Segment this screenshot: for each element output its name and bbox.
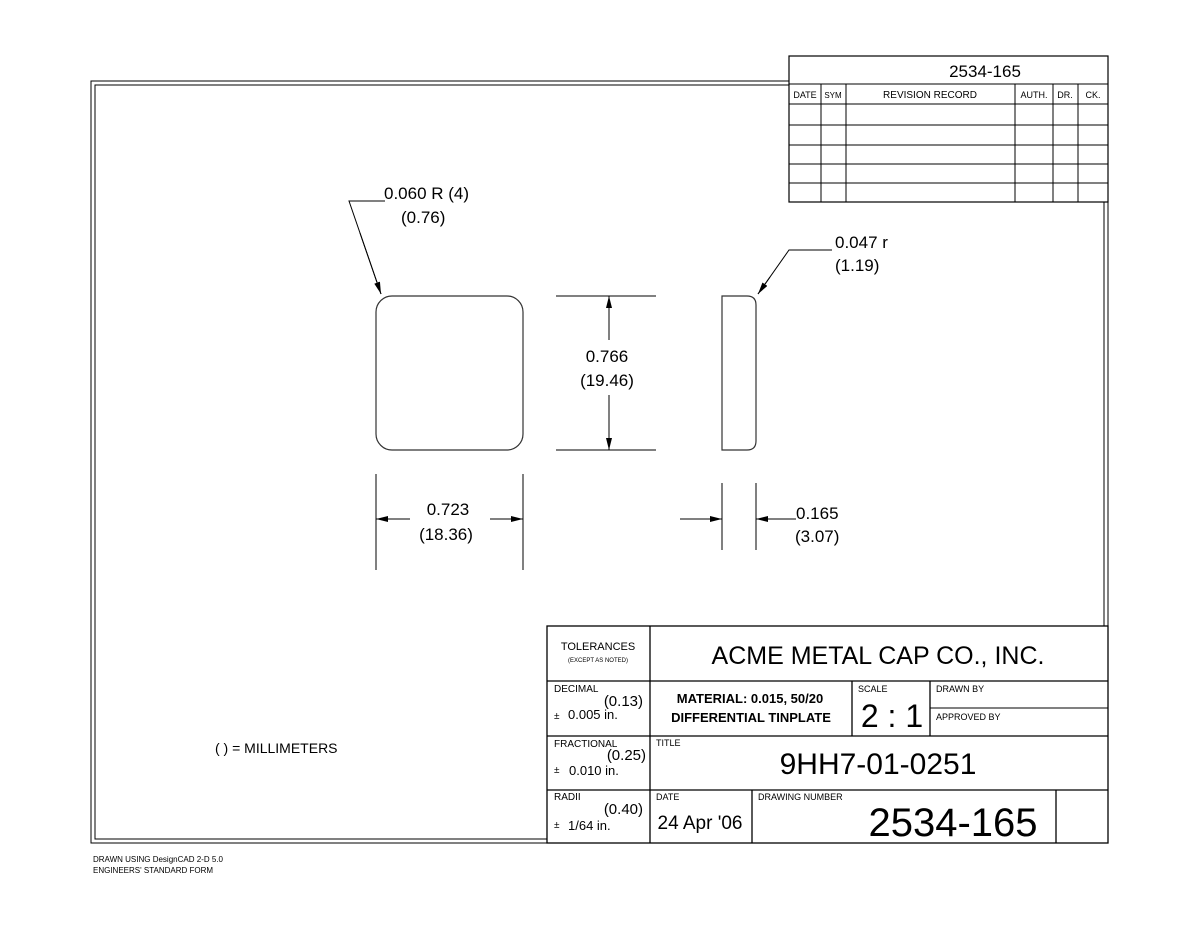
radii-value: 1/64 in. <box>568 818 611 833</box>
edge-radius-callout <box>758 233 888 294</box>
radii-plus-minus: ± <box>554 820 560 831</box>
rev-header-auth: AUTH. <box>1020 90 1048 100</box>
title-label: TITLE <box>656 738 681 748</box>
fractional-value: 0.010 in. <box>569 763 619 778</box>
edge-radius-in: 0.047 r <box>835 233 888 252</box>
width-in: 0.723 <box>426 500 470 519</box>
decimal-value: 0.005 in. <box>568 707 618 722</box>
part-side-view <box>722 296 756 450</box>
title-value: 9HH7-01-0251 <box>779 748 977 781</box>
rev-header-date: DATE <box>793 90 817 100</box>
fractional-label: FRACTIONAL <box>554 739 618 750</box>
fractional-mm: (0.25) <box>606 747 646 764</box>
rev-header-sym: SYM <box>824 91 842 100</box>
height-in: 0.766 <box>585 347 629 366</box>
height-dimension <box>556 296 656 450</box>
millimeters-note: ( ) = MILLIMETERS <box>215 740 338 756</box>
radii-label: RADII <box>554 792 581 803</box>
rev-header-record: REVISION RECORD <box>883 90 977 101</box>
footer-line-1: DRAWN USING DesignCAD 2-D 5.0 <box>93 855 223 864</box>
rev-header-dr: DR. <box>1057 90 1073 100</box>
fractional-plus-minus: ± <box>554 765 560 776</box>
material-line-2: DIFFERENTIAL TINPLATE <box>671 710 831 725</box>
date-value: 24 Apr '06 <box>657 813 743 834</box>
date-label: DATE <box>656 792 680 802</box>
corner-radius-mm: (0.76) <box>401 208 446 227</box>
drawing-number-label: DRAWING NUMBER <box>758 792 843 802</box>
drawn-by-label: DRAWN BY <box>936 684 985 694</box>
tolerances-label: TOLERANCES <box>560 641 636 653</box>
thickness-mm: (3.07) <box>795 527 840 546</box>
thickness-dimension <box>680 483 839 550</box>
thickness-in: 0.165 <box>796 504 839 523</box>
except-as-noted: (EXCEPT AS NOTED) <box>568 658 628 664</box>
edge-radius-mm: (1.19) <box>835 256 880 275</box>
rev-header-ck: CK. <box>1085 90 1101 100</box>
footer-line-2: ENGINEERS' STANDARD FORM <box>93 866 214 875</box>
title-block <box>547 626 1108 845</box>
decimal-label: DECIMAL <box>554 684 599 695</box>
corner-radius-callout <box>349 184 469 294</box>
revision-record-block <box>789 56 1108 202</box>
decimal-plus-minus: ± <box>554 711 560 722</box>
scale-label: SCALE <box>858 684 888 694</box>
drawing-number-value: 2534-165 <box>868 801 1038 845</box>
width-dimension <box>376 474 523 570</box>
approved-by-label: APPROVED BY <box>936 712 1001 722</box>
company-name: ACME METAL CAP CO., INC. <box>711 642 1045 670</box>
revision-drawing-number: 2534-165 <box>949 62 1021 81</box>
height-mm: (19.46) <box>580 371 634 390</box>
radii-mm: (0.40) <box>603 801 643 818</box>
material-line-1: MATERIAL: 0.015, 50/20 <box>676 691 824 706</box>
corner-radius-in: 0.060 R (4) <box>384 184 470 203</box>
scale-value: 2 : 1 <box>860 698 924 734</box>
width-mm: (18.36) <box>419 525 473 544</box>
part-front-view <box>376 296 523 450</box>
decimal-mm: (0.13) <box>603 693 643 710</box>
